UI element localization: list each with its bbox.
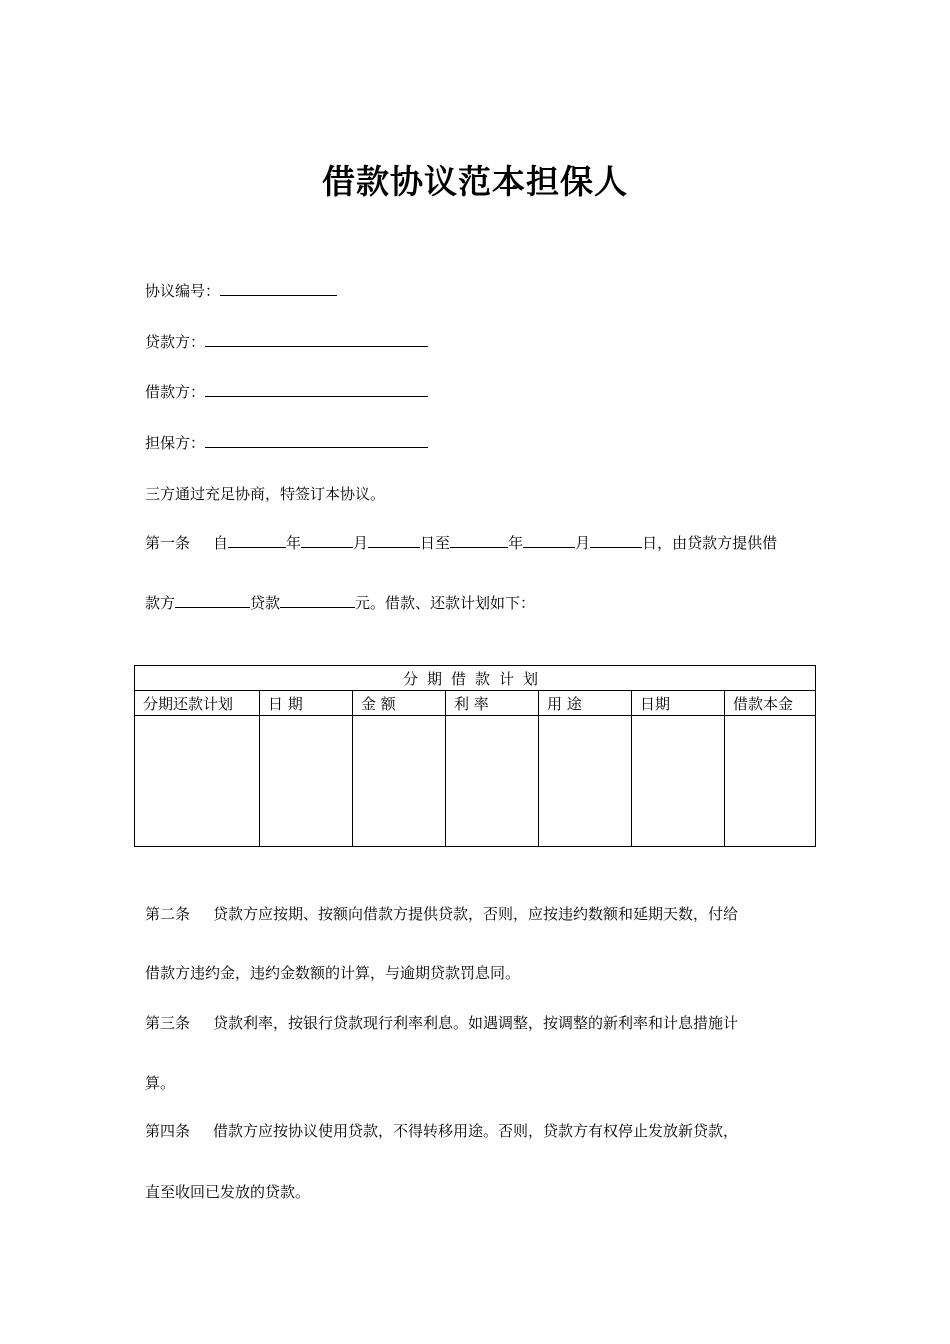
- plan-intro-text: 元。借款、还款计划如下：: [355, 594, 536, 612]
- start-year-blank[interactable]: [228, 533, 286, 548]
- article-3-text: 贷款利率，按银行贷款现行利率利息。如遇调整，按调整的新利率和计息措施计: [213, 1014, 739, 1032]
- lender-label: 贷款方：: [145, 333, 206, 351]
- table-caption-row: [135, 666, 816, 691]
- article-2-text: 贷款方应按期、按额向借款方提供贷款，否则，应按违约数额和延期天数，付给: [213, 905, 739, 923]
- table-row: [135, 716, 816, 847]
- from-text: 自: [213, 534, 229, 552]
- table-cell[interactable]: [353, 716, 446, 847]
- article-3-line-1: [145, 1013, 738, 1033]
- end-day-blank[interactable]: [590, 533, 642, 548]
- document-title: 借款协议范本担保人: [322, 162, 628, 201]
- borrower-field: [145, 382, 428, 402]
- end-month-blank[interactable]: [523, 533, 575, 548]
- day-end-text: 日，由贷款方提供借: [642, 534, 778, 552]
- agreement-number-blank[interactable]: [220, 281, 337, 296]
- article-2-line-2: 借款方违约金，违约金数额的计算，与逾期贷款罚息同。: [145, 964, 521, 982]
- table-caption: 分期借款计划: [135, 666, 816, 691]
- table-header-row: [135, 691, 816, 716]
- borrower-blank[interactable]: [205, 382, 428, 397]
- lender-blank[interactable]: [205, 332, 428, 347]
- column-header: 日 期: [260, 691, 353, 716]
- borrower-label: 借款方：: [145, 383, 206, 401]
- lender-field: [145, 332, 428, 352]
- article-4-label: 第四条: [145, 1122, 191, 1140]
- table-cell[interactable]: [725, 716, 816, 847]
- month-text: 月: [353, 534, 369, 552]
- end-year-blank[interactable]: [450, 533, 508, 548]
- article-1-label: 第一条: [145, 534, 191, 552]
- intro-text: 三方通过充足协商，特签订本协议。: [145, 485, 386, 503]
- month-text: 月: [575, 534, 591, 552]
- agreement-number-label: 协议编号：: [145, 282, 221, 300]
- table-cell[interactable]: [632, 716, 725, 847]
- article-4-text: 借款方应按协议使用贷款，不得转移用途。否则，贷款方有权停止发放新贷款，: [213, 1122, 739, 1140]
- borrower-name-blank[interactable]: [175, 593, 250, 608]
- borrower-text: 款方: [145, 594, 176, 612]
- guarantor-field: [145, 433, 428, 453]
- guarantor-blank[interactable]: [205, 433, 428, 448]
- column-header: 日期: [632, 691, 725, 716]
- article-2-line-1: [145, 904, 738, 924]
- article-3-line-2: 算。: [145, 1074, 176, 1092]
- column-header: 分期还款计划: [135, 691, 260, 716]
- loan-amount-blank[interactable]: [280, 593, 355, 608]
- table-cell[interactable]: [260, 716, 353, 847]
- start-month-blank[interactable]: [301, 533, 353, 548]
- agreement-number-field: [145, 281, 337, 301]
- column-header: 借款本金: [725, 691, 816, 716]
- loan-text: 贷款: [250, 594, 281, 612]
- table-cell[interactable]: [446, 716, 539, 847]
- start-day-blank[interactable]: [368, 533, 420, 548]
- year-text: 年: [286, 534, 302, 552]
- table-cell[interactable]: [135, 716, 260, 847]
- article-1-line-2: [145, 593, 535, 613]
- loan-plan-table: [134, 665, 816, 847]
- column-header: 利 率: [446, 691, 539, 716]
- year-text: 年: [508, 534, 524, 552]
- article-4-line-1: [145, 1121, 738, 1141]
- article-4-line-2: 直至收回已发放的贷款。: [145, 1183, 311, 1201]
- article-1-line-1: [145, 533, 777, 553]
- column-header: 用 途: [539, 691, 632, 716]
- guarantor-label: 担保方：: [145, 434, 206, 452]
- table-cell[interactable]: [539, 716, 632, 847]
- day-to-text: 日至: [420, 534, 451, 552]
- article-3-label: 第三条: [145, 1014, 191, 1032]
- article-2-label: 第二条: [145, 905, 191, 923]
- column-header: 金 额: [353, 691, 446, 716]
